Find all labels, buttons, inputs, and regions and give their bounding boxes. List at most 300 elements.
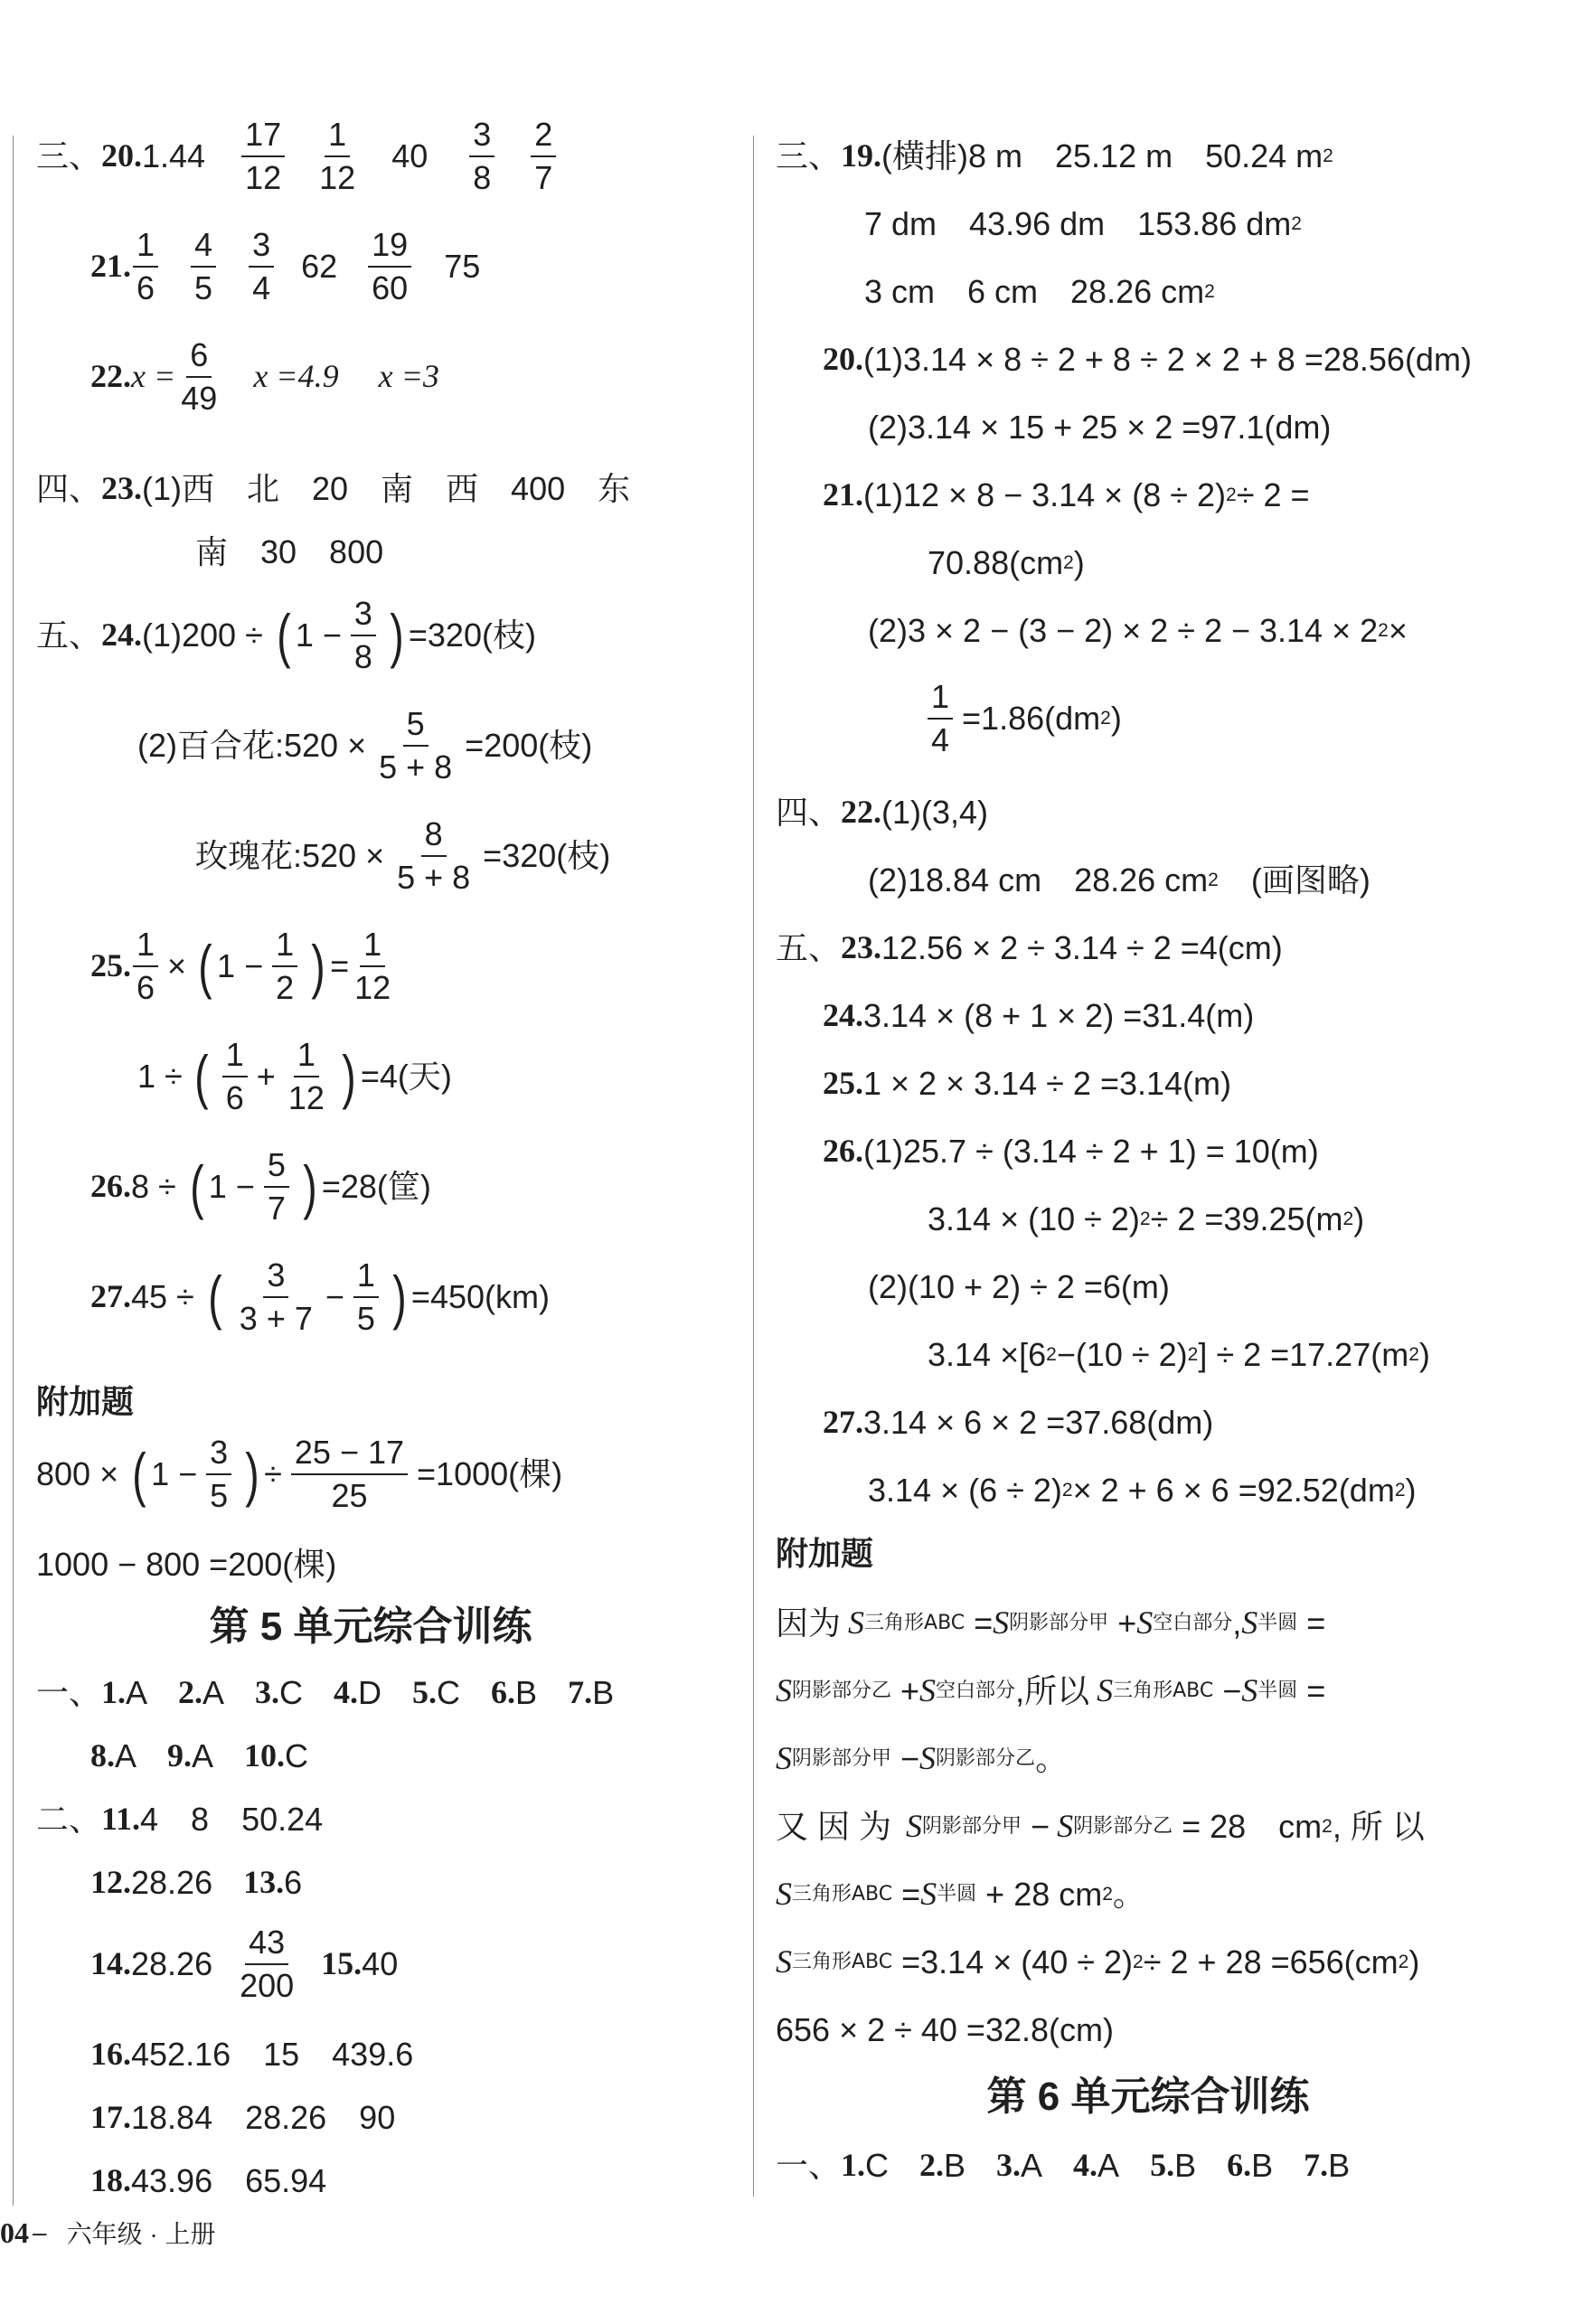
question-number: 27. xyxy=(90,1278,131,1315)
expression: 1 − xyxy=(217,947,264,985)
unit5-q17 xyxy=(90,2099,395,2136)
numerator: 3 xyxy=(206,1435,231,1475)
superscript: 2 xyxy=(1139,1208,1151,1229)
fraction xyxy=(241,118,285,195)
question-number: 7. xyxy=(1304,2147,1329,2183)
fraction xyxy=(133,927,158,1005)
expression: = 28 cm xyxy=(1173,1808,1323,1845)
subscript: 阴影部分乙 xyxy=(936,1747,1036,1771)
numerator: 3 xyxy=(469,118,495,157)
left-paren: ( xyxy=(277,601,291,669)
operator: − xyxy=(1022,1808,1050,1845)
answer-line: 7 dm 43.96 dm 153.86 dm xyxy=(864,205,1292,242)
fraction xyxy=(191,228,216,306)
question-number: 22. xyxy=(90,358,131,395)
superscript: 2 xyxy=(1342,1208,1354,1229)
r-q22 xyxy=(776,794,988,831)
unit5-q12-13 xyxy=(90,1864,302,1901)
result: × 2 + 6 × 6 =92.52(dm xyxy=(1072,1472,1395,1509)
separator: – xyxy=(33,2218,47,2246)
numerator: 5 xyxy=(264,1148,289,1188)
expression: 1 − xyxy=(295,616,342,654)
numerator: 43 xyxy=(245,1925,288,1965)
expression: 1 − xyxy=(151,1455,198,1493)
q24-part3 xyxy=(195,817,610,895)
expression: 玫瑰花:520 × xyxy=(195,837,385,875)
subscript: 阴影部分乙 xyxy=(792,1679,892,1703)
section-label: 一、 xyxy=(776,2147,842,2184)
choice-answer: A xyxy=(203,1674,225,1711)
question-number: 15. xyxy=(321,1945,363,1982)
superscript: 2 xyxy=(1102,1883,1113,1905)
fraction xyxy=(206,1435,231,1513)
subscript: 半圆 xyxy=(937,1883,977,1906)
answer-line: 南 30 800 xyxy=(195,533,384,570)
numerator: 6 xyxy=(186,338,212,378)
superscript: 2 xyxy=(1323,145,1333,166)
question-number: 13. xyxy=(243,1864,285,1900)
symbol-s: S xyxy=(1057,1808,1074,1844)
left-margin-line xyxy=(13,136,14,2206)
left-paren: ( xyxy=(194,1042,209,1110)
fraction xyxy=(236,1258,316,1336)
column-divider xyxy=(753,136,754,2197)
book-label: 六年级 · 上册 xyxy=(66,2220,216,2248)
r-q21-l3 xyxy=(868,612,1408,649)
word: 所以 xyxy=(1024,1672,1090,1709)
r-q21-l4 xyxy=(918,680,1122,757)
symbol-s: S xyxy=(906,1808,923,1844)
subscript: 半圆 xyxy=(1257,1679,1298,1703)
symbol-s: S xyxy=(776,1672,792,1708)
superscript: 2 xyxy=(1226,484,1237,505)
answer-line: (1)3.14 × 8 ÷ 2 + 8 ÷ 2 × 2 + 8 =28.56(dm) xyxy=(863,341,1472,378)
symbol-s: S xyxy=(1241,1604,1258,1641)
r-q24 xyxy=(823,997,1254,1034)
operator: × xyxy=(1388,612,1408,649)
choice-answer: B xyxy=(592,1674,615,1711)
question-number: 6. xyxy=(1227,2147,1252,2183)
fraction xyxy=(375,707,456,785)
question-number: 24. xyxy=(823,997,863,1033)
question-number: 9. xyxy=(167,1737,193,1774)
question-number: 5. xyxy=(412,1674,438,1710)
q23 xyxy=(36,470,630,507)
punct: , xyxy=(1015,1672,1025,1709)
denominator: 5 xyxy=(356,1299,375,1337)
denominator: 8 xyxy=(473,158,492,196)
numerator: 2 xyxy=(531,118,556,157)
fraction xyxy=(177,338,221,416)
question-number: 26. xyxy=(823,1133,863,1169)
expression: 8 ÷ xyxy=(131,1168,176,1206)
q25-line2 xyxy=(137,1038,452,1115)
numerator: 8 xyxy=(421,817,447,857)
symbol-s: S xyxy=(776,1740,792,1776)
question-number: 25. xyxy=(823,1065,863,1101)
denominator: 6 xyxy=(137,968,155,1006)
superscript: 2 xyxy=(1291,212,1302,234)
expression: 1000 − 800 =200(棵) xyxy=(36,1546,337,1583)
symbol-s: S xyxy=(1097,1672,1114,1708)
choice-answer: C xyxy=(437,1674,461,1711)
numerator: 1 xyxy=(325,118,350,157)
choice-answer: A xyxy=(126,1674,148,1711)
expression: =3.14 × (40 ÷ 2) xyxy=(892,1943,1134,1981)
subscript: 阴影部分甲 xyxy=(1009,1612,1109,1635)
numerator: 1 xyxy=(222,1038,248,1077)
answer-line: (1)西 北 20 南 西 400 东 xyxy=(142,470,631,507)
answer-value: 40 xyxy=(391,137,429,175)
question-number: 25. xyxy=(90,947,131,984)
section-label: 四、 xyxy=(36,470,102,507)
extra-heading-left xyxy=(36,1383,134,1420)
superscript: 2 xyxy=(1204,280,1215,302)
numerator: 1 xyxy=(133,927,158,967)
r-q20-l2 xyxy=(868,409,1331,446)
fraction xyxy=(272,927,297,1005)
r-extra-l3 xyxy=(776,1740,1068,1777)
result: =1000(棵) xyxy=(417,1455,563,1493)
superscript: 2 xyxy=(1398,1951,1409,1972)
r-q27 xyxy=(823,1404,1213,1441)
question-number: 7. xyxy=(568,1674,593,1710)
answer-line: (2)3.14 × 15 + 25 × 2 =97.1(dm) xyxy=(868,409,1332,446)
answer-line: (2)(10 + 2) ÷ 2 =6(m) xyxy=(868,1268,1170,1305)
choice-answer: A xyxy=(192,1737,214,1774)
result: ) xyxy=(1408,1943,1420,1981)
symbol-s: S xyxy=(919,1672,937,1708)
r-extra-l7 xyxy=(776,2011,1114,2048)
question-number: 14. xyxy=(90,1945,131,1982)
subscript: 三角形ABC xyxy=(792,1883,893,1906)
fraction xyxy=(316,118,359,195)
denominator: 12 xyxy=(319,158,356,196)
expression: (1)200 ÷ xyxy=(142,616,263,654)
section-label: 三、 xyxy=(36,137,102,175)
r-q20 xyxy=(823,341,1472,378)
symbol-s: S xyxy=(919,1740,937,1776)
choice-answer: A xyxy=(115,1737,137,1774)
question-number: 20. xyxy=(101,137,143,174)
denominator: 4 xyxy=(931,720,950,758)
subscript: 半圆 xyxy=(1257,1612,1298,1635)
q22 xyxy=(90,338,439,416)
answer-value: 75 xyxy=(444,248,481,286)
denominator: 60 xyxy=(372,268,409,306)
answer-line: (横排)8 m 25.12 m 50.24 m xyxy=(881,137,1323,174)
right-paren: ) xyxy=(390,601,404,669)
fraction xyxy=(264,1148,289,1226)
right-paren: ) xyxy=(311,932,325,1000)
denominator: 5 xyxy=(194,268,213,306)
expression: 3.14 ×[6 xyxy=(928,1336,1047,1373)
numerator: 3 xyxy=(351,597,376,636)
word: , 所 以 xyxy=(1332,1808,1425,1845)
unit5-q16 xyxy=(90,2036,413,2073)
denominator: 7 xyxy=(534,158,553,196)
subscript: 阴影部分乙 xyxy=(1073,1815,1173,1839)
section-label: 三、 xyxy=(776,137,842,174)
expression: + 28 cm xyxy=(976,1876,1103,1913)
question-number: 22. xyxy=(841,794,882,830)
question-number: 2. xyxy=(178,1674,203,1710)
r-extra-l4 xyxy=(776,1808,1425,1845)
denominator: 12 xyxy=(287,1078,325,1116)
question-number: 6. xyxy=(491,1674,516,1710)
question-number: 16. xyxy=(90,2036,131,2072)
numerator: 1 xyxy=(360,927,385,967)
operator: − xyxy=(325,1278,344,1316)
question-number: 23. xyxy=(841,929,882,965)
expression: (2)3 × 2 − (3 − 2) × 2 ÷ 2 − 3.14 × 2 xyxy=(868,612,1379,649)
r-extra-l6 xyxy=(776,1943,1419,1981)
fraction xyxy=(393,817,474,895)
question-number: 5. xyxy=(1150,2147,1175,2183)
unit-title: 第 6 单元综合训练 xyxy=(986,2075,1310,2119)
left-paren: ( xyxy=(198,932,212,1000)
subscript: 三角形ABC xyxy=(864,1612,965,1635)
r-q26-l4 xyxy=(928,1336,1430,1373)
numerator: 19 xyxy=(368,228,411,268)
page-number: 04 xyxy=(0,2216,29,2249)
superscript: 2 xyxy=(1322,1815,1333,1837)
choice-answer: C xyxy=(279,1674,304,1711)
superscript: 2 xyxy=(1208,869,1219,890)
answer-value: 28.26 xyxy=(131,1864,213,1901)
operator: ÷ xyxy=(264,1455,282,1493)
fraction xyxy=(353,1258,379,1336)
result: =450(km) xyxy=(410,1278,550,1316)
fraction xyxy=(133,228,158,306)
unit5-q18 xyxy=(90,2162,326,2199)
answer-line: 1 × 2 × 3.14 ÷ 2 =3.14(m) xyxy=(863,1065,1232,1102)
q27 xyxy=(90,1258,550,1336)
right-paren: ) xyxy=(342,1042,356,1110)
answer-line: 3.14 × (8 + 1 × 2) =31.4(m) xyxy=(863,997,1255,1034)
operator: = xyxy=(965,1604,994,1642)
right-paren: ) xyxy=(245,1440,259,1508)
fraction xyxy=(351,927,394,1005)
denominator: 6 xyxy=(137,268,155,306)
r-q19-l2 xyxy=(864,205,1302,242)
answer-line: (1)25.7 ÷ (3.14 ÷ 2 + 1) = 10(m) xyxy=(863,1133,1319,1170)
question-number: 27. xyxy=(823,1404,863,1440)
q20 xyxy=(36,118,565,195)
denominator: 3 + 7 xyxy=(239,1299,313,1337)
symbol-s: S xyxy=(1241,1672,1258,1708)
superscript: 2 xyxy=(1061,1479,1073,1501)
operator: = xyxy=(330,947,350,985)
r-q19 xyxy=(776,137,1333,174)
answer-value: 62 xyxy=(301,248,338,286)
question-number: 4. xyxy=(334,1674,359,1710)
subscript: 三角形ABC xyxy=(792,1951,893,1974)
result: ] ÷ 2 =17.27(m xyxy=(1198,1336,1409,1373)
superscript: 2 xyxy=(1100,707,1111,729)
subscript: 阴影部分甲 xyxy=(922,1815,1022,1839)
r-q27-l2 xyxy=(868,1472,1417,1509)
operator: × xyxy=(167,947,187,985)
numerator: 17 xyxy=(241,118,285,157)
expression: 656 × 2 ÷ 40 =32.8(cm) xyxy=(776,2011,1114,2048)
question-number: 12. xyxy=(90,1864,131,1900)
denominator: 5 xyxy=(210,1476,229,1514)
punct: 。 xyxy=(1112,1876,1145,1913)
result: =1.86(dm xyxy=(962,700,1101,738)
question-number: 11. xyxy=(101,1801,141,1837)
result: ) xyxy=(1418,1336,1430,1373)
extra-heading-right xyxy=(776,1535,873,1572)
expression: 1 − xyxy=(208,1168,255,1206)
r-q22-l2 xyxy=(868,861,1370,899)
r-q26-l3 xyxy=(868,1268,1170,1305)
unit5-s1-row2 xyxy=(90,1737,308,1774)
numerator: 4 xyxy=(191,228,216,268)
answer-value: 43.96 65.94 xyxy=(131,2162,327,2199)
word: 又 因 为 xyxy=(776,1808,892,1845)
answer-line: (1)(3,4) xyxy=(881,794,989,831)
result: =320(枝) xyxy=(408,616,536,654)
left-paren: ( xyxy=(132,1440,146,1508)
result: =320(枝) xyxy=(483,837,611,875)
r-q21 xyxy=(823,476,1310,513)
denominator: 2 xyxy=(276,968,295,1006)
numerator: 25 − 17 xyxy=(291,1435,408,1475)
superscript: 2 xyxy=(1187,1343,1199,1365)
fraction xyxy=(222,1038,248,1115)
answer-value: 40 xyxy=(362,1945,399,1983)
answer-value: 18.84 28.26 90 xyxy=(131,2099,396,2136)
choice-answer: B xyxy=(515,1674,538,1711)
numerator: 3 xyxy=(249,228,274,268)
question-number: 21. xyxy=(823,476,863,513)
section-heading: 附加题 xyxy=(36,1383,135,1420)
r-q26-l2 xyxy=(928,1200,1364,1237)
superscript: 2 xyxy=(1133,1951,1144,1972)
right-paren: ) xyxy=(303,1153,317,1220)
answer-line: (2)18.84 cm 28.26 cm xyxy=(868,861,1209,899)
section-heading: 附加题 xyxy=(776,1535,874,1572)
question-number: 21. xyxy=(90,248,131,285)
fraction xyxy=(368,228,411,306)
denominator: 12 xyxy=(245,158,282,196)
denominator: 6 xyxy=(225,1078,244,1116)
symbol-s: S xyxy=(1136,1604,1154,1641)
question-number: 10. xyxy=(244,1737,286,1774)
section-label: 五、 xyxy=(36,616,102,654)
denominator: 25 xyxy=(331,1476,368,1514)
denominator: 7 xyxy=(267,1189,286,1227)
question-number: 18. xyxy=(90,2162,131,2198)
question-number: 3. xyxy=(996,2147,1022,2183)
numerator: 1 xyxy=(353,1258,379,1298)
r-q23 xyxy=(776,929,1283,966)
answer-value: x =3 xyxy=(378,358,439,395)
section-label: 二、 xyxy=(36,1801,102,1838)
denominator: 5 + 8 xyxy=(379,748,453,786)
question-number: 8. xyxy=(90,1737,115,1774)
fraction xyxy=(249,228,274,306)
expression: 45 ÷ xyxy=(131,1278,194,1316)
symbol-s: S xyxy=(776,1876,792,1912)
r-extra-l5 xyxy=(776,1876,1145,1913)
r-q21-l2 xyxy=(928,544,1085,581)
page-footer xyxy=(0,2215,215,2251)
subscript: 三角形ABC xyxy=(1113,1679,1214,1703)
choice-answer: C xyxy=(285,1737,309,1774)
expression: −(10 ÷ 2) xyxy=(1056,1336,1188,1373)
expression: (1)12 × 8 − 3.14 × (8 ÷ 2) xyxy=(863,476,1226,513)
answer-label: x = xyxy=(131,358,176,395)
result: ) xyxy=(1405,1472,1417,1509)
answer-value: 4 8 50.24 xyxy=(140,1801,324,1838)
choice-answer: A xyxy=(1097,2147,1120,2184)
r-q26 xyxy=(823,1133,1319,1170)
answer-note: (画图略) xyxy=(1218,861,1370,899)
unit5-q14-15 xyxy=(90,1925,398,2003)
expression: (2)百合花:520 × xyxy=(137,727,367,765)
unit6-s1 xyxy=(776,2147,1350,2184)
result: =4(天) xyxy=(360,1058,452,1096)
operator: + xyxy=(256,1058,276,1096)
denominator: 49 xyxy=(181,379,218,417)
word: 因为 xyxy=(776,1604,842,1642)
left-paren: ( xyxy=(208,1263,222,1331)
symbol-s: S xyxy=(993,1604,1010,1641)
fraction xyxy=(928,680,953,757)
subscript: 空白部分 xyxy=(936,1679,1016,1703)
unit5-q11 xyxy=(36,1801,323,1838)
result: =200(枝) xyxy=(465,727,593,765)
expression: 3.14 × (10 ÷ 2) xyxy=(928,1200,1140,1237)
result: ) xyxy=(1353,1200,1365,1237)
denominator: 200 xyxy=(240,1966,295,2004)
answer-value: 28.26 xyxy=(131,1945,213,1983)
result: 70.88(cm xyxy=(928,544,1064,581)
r-q19-l3 xyxy=(864,273,1215,310)
unit6-title xyxy=(768,2075,1528,2121)
question-number: 4. xyxy=(1073,2147,1098,2183)
r-extra-l1 xyxy=(776,1604,1325,1642)
choice-answer: B xyxy=(1174,2147,1197,2184)
extra-line1-left xyxy=(36,1435,562,1513)
r-extra-l2 xyxy=(776,1672,1325,1709)
result: =28(筐) xyxy=(321,1168,431,1206)
q25 xyxy=(90,927,403,1005)
choice-answer: B xyxy=(944,2147,966,2184)
operator: − xyxy=(1213,1672,1242,1709)
q24 xyxy=(36,597,536,674)
numerator: 5 xyxy=(403,707,429,747)
superscript: 2 xyxy=(1063,551,1074,573)
numerator: 1 xyxy=(272,927,297,967)
punct: , xyxy=(1232,1604,1242,1642)
question-number: 26. xyxy=(90,1168,131,1205)
numerator: 1 xyxy=(294,1038,319,1077)
denominator: 12 xyxy=(354,968,391,1006)
section-label: 五、 xyxy=(776,929,842,966)
section-label: 一、 xyxy=(36,1674,102,1711)
expression: 3.14 × (6 ÷ 2) xyxy=(868,1472,1062,1509)
fraction xyxy=(531,118,556,195)
answer-line: 3 cm 6 cm 28.26 cm xyxy=(864,273,1205,310)
question-number: 1. xyxy=(841,2147,866,2183)
subscript: 阴影部分甲 xyxy=(792,1747,892,1771)
superscript: 2 xyxy=(1378,619,1389,641)
operator: = xyxy=(892,1876,921,1913)
fraction xyxy=(236,1925,297,2003)
